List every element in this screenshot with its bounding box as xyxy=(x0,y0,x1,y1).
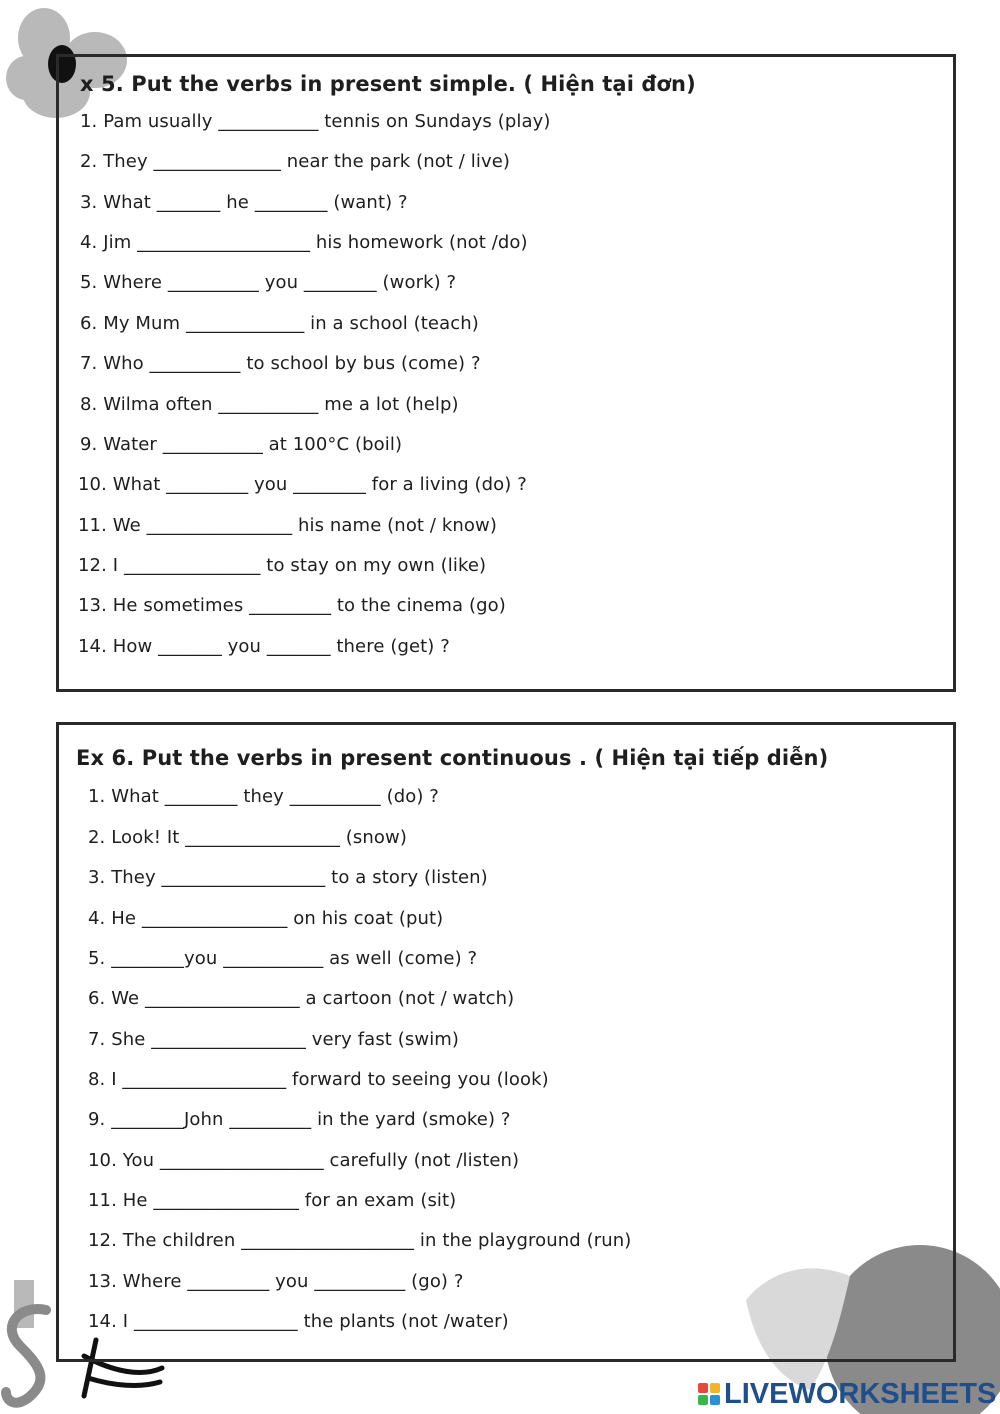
exercise-5-item: 9. Water ___________ at 100°C (boil) xyxy=(80,434,403,455)
exercise-6-item: 1. What ________ they __________ (do) ? xyxy=(88,786,439,807)
exercise-5-item: 2. They ______________ near the park (not / live) xyxy=(80,151,511,172)
exercise-6-item: 13. Where _________ you __________ (go) ? xyxy=(88,1271,464,1292)
exercise-5-item: 11. We ________________ his name (not / know) xyxy=(78,515,497,536)
exercise-6-item: 5. ________you ___________ as well (come) ? xyxy=(88,948,478,969)
logo-square xyxy=(710,1395,720,1405)
exercise-6-item: 11. He ________________ for an exam (sit) xyxy=(88,1190,457,1211)
exercise-6-item: 14. I __________________ the plants (not /water) xyxy=(88,1311,509,1332)
exercise-6-item: 2. Look! It _________________ (snow) xyxy=(88,827,407,848)
exercise-5-item: 10. What _________ you ________ for a living (do) ? xyxy=(78,474,527,495)
exercise-6-item: 10. You __________________ carefully (not /listen) xyxy=(88,1150,520,1171)
exercise-6-item: 12. The children ___________________ in the playground (run) xyxy=(88,1230,632,1251)
exercise-5-item: 14. How _______ you _______ there (get) ? xyxy=(78,636,450,657)
exercise-6-item: 8. I __________________ forward to seeing you (look) xyxy=(88,1069,549,1090)
exercise-5-item: 8. Wilma often ___________ me a lot (help) xyxy=(80,394,459,415)
logo-square xyxy=(698,1395,708,1405)
exercise-5-item: 5. Where __________ you ________ (work) ? xyxy=(80,272,457,293)
logo-grid-icon xyxy=(698,1383,720,1405)
exercise-5-item: 1. Pam usually ___________ tennis on Sundays (play) xyxy=(80,111,551,132)
logo-square xyxy=(698,1383,708,1393)
exercise-5-title: x 5. Put the verbs in present simple. ( Hiện tại đơn) xyxy=(80,72,696,96)
logo-text: LIVEWORKSHEETS xyxy=(724,1377,997,1410)
exercise-5-item: 12. I _______________ to stay on my own (like) xyxy=(78,555,487,576)
exercise-6-item: 7. She _________________ very fast (swim) xyxy=(88,1029,460,1050)
exercise-5-item: 7. Who __________ to school by bus (come) ? xyxy=(80,353,481,374)
exercise-5-item: 3. What _______ he ________ (want) ? xyxy=(80,192,408,213)
exercise-5-item: 4. Jim ___________________ his homework (not /do) xyxy=(80,232,528,253)
logo-square xyxy=(710,1383,720,1393)
exercise-6-item: 9. ________John _________ in the yard (smoke) ? xyxy=(88,1109,511,1130)
exercise-6-item: 6. We _________________ a cartoon (not / watch) xyxy=(88,988,515,1009)
exercise-6-title: Ex 6. Put the verbs in present continuous . ( Hiện tại tiếp diễn) xyxy=(76,746,829,770)
exercise-5-item: 13. He sometimes _________ to the cinema (go) xyxy=(78,595,506,616)
exercise-6-item: 4. He ________________ on his coat (put) xyxy=(88,908,444,929)
exercise-6-item: 3. They __________________ to a story (listen) xyxy=(88,867,488,888)
exercise-5-item: 6. My Mum _____________ in a school (teach) xyxy=(80,313,479,334)
liveworksheets-logo[interactable] xyxy=(698,1378,996,1410)
